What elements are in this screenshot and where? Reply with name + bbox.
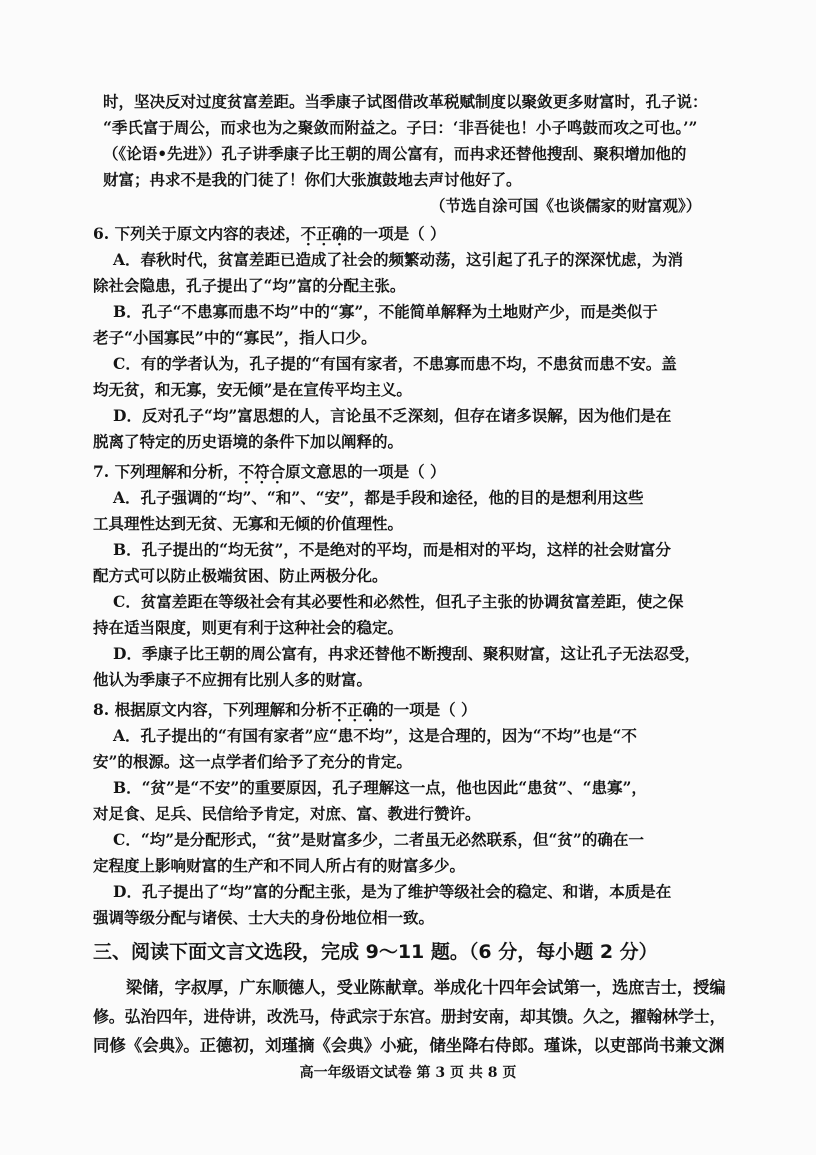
emphasis-char: 不	[238, 462, 255, 481]
question-7-option-c-line-1: C．贫富差距在等级社会有其必要性和必然性，但孔子主张的协调贫富差距，使之保	[113, 592, 684, 611]
question-7-stem-pre: 7. 下列理解和分析，	[93, 462, 239, 481]
question-8-option-a-line-1: A．孔子提出的“有国有家者”应“患不均”，这是合理的，因为“不均”也是“不	[113, 726, 637, 745]
question-7-option-b-line-2: 配方式可以防止极端贫困、防止两极分化。	[93, 566, 388, 585]
question-7-option-b-line-1: B．孔子提出的“均无贫”，不是绝对的平均，而是相对的平均，这样的社会财富分	[113, 540, 671, 559]
question-6-stem-pre: 6. 下列关于原文内容的表述，	[93, 224, 301, 243]
question-6-option-d-line-1: D．反对孔子“均”富思想的人，言论虽不乏深刻，但存在诸多误解，因为他们是在	[113, 406, 672, 425]
question-7-option-d-line-2: 他认为季康子不应拥有比别人多的财富。	[93, 670, 373, 689]
question-8-stem-emphasis	[332, 700, 379, 719]
question-6-option-a-line-1: A．春秋时代，贫富差距已造成了社会的频繁动荡，这引起了孔子的深深忧虑，为消	[113, 250, 684, 269]
classical-text-line-2: 修。弘治四年，进侍讲，改洗马，侍武宗于东宫。册封安南，却其馈。久之，擢翰林学士，	[93, 1007, 726, 1026]
question-7-stem	[93, 462, 446, 482]
passage-line-4: 财富；冉求不是我的门徒了！你们大张旗鼓地去声讨他好了。	[103, 170, 522, 189]
question-6-option-c-line-2: 均无贫，和无寡，安无倾”是在宣传平均主义。	[93, 380, 412, 399]
emphasis-char: 正	[347, 700, 363, 719]
question-6-stem-post: 的一项是（ ）	[347, 224, 446, 243]
classical-text-line-3: 同修《会典》。正德初，刘瑾摘《会典》小疵，储坐降右侍郎。瑾诛，以吏部尚书兼文渊	[93, 1036, 725, 1055]
emphasis-char: 不	[300, 224, 317, 243]
question-8-option-c-line-1: C．“均”是分配形式，“贫”是财富多少，二者虽无必然联系，但“贫”的确在一	[113, 830, 644, 849]
passage-line-1: 时，坚决反对过度贫富差距。当季康子试图借改革税赋制度以聚敛更多财富时，孔子说：	[103, 92, 708, 111]
question-6-stem	[93, 224, 446, 244]
section-3-heading: 三、阅读下面文言文选段，完成 9～11 题。（6 分，每小题 2 分）	[93, 941, 658, 963]
question-6-option-c-line-1: C．有的学者认为，孔子提的“有国有家者，不患寡而患不均，不患贫而患不安。盖	[113, 354, 677, 373]
question-7-stem-emphasis	[239, 462, 286, 481]
emphasis-char: 正	[316, 224, 332, 243]
question-7-option-a-line-2: 工具理性达到无贫、无寡和无倾的价值理性。	[93, 514, 404, 533]
classical-text-line-1: 梁储，字叔厚，广东顺德人，受业陈献章。举成化十四年会试第一，选庶吉士，授编	[126, 978, 726, 997]
question-6-option-d-line-2: 脱离了特定的历史语境的条件下加以阐释的。	[93, 432, 404, 451]
emphasis-char: 确	[331, 224, 348, 243]
question-8-option-c-line-2: 定程度上影响财富的生产和不同人所占有的财富多少。	[93, 856, 466, 875]
question-8-option-d-line-1: D．孔子提出了“均”富的分配主张，是为了维护等级社会的稳定、和谐，本质是在	[113, 882, 672, 901]
emphasis-char: 确	[362, 700, 379, 719]
passage-source: （节选自涂可国《也谈儒家的财富观》）	[430, 196, 702, 215]
page-footer: 高一年级语文试卷 第 3 页 共 8 页	[299, 1065, 517, 1081]
question-6-option-a-line-2: 除社会隐患，孔子提出了“均”富的分配主张。	[93, 276, 406, 295]
question-6-option-b-line-2: 老子“小国寡民”中的“寡民”，指人口少。	[93, 328, 377, 347]
question-8-stem-post: 的一项是（ ）	[378, 700, 477, 719]
emphasis-char: 合	[269, 462, 286, 481]
emphasis-char: 不	[331, 700, 348, 719]
question-8-option-b-line-1: B．“贫”是“不安”的重要原因，孔子理解这一点，他也因此“患贫”、“患寡”，	[113, 778, 647, 797]
question-8-option-b-line-2: 对足食、足兵、民信给予肯定，对庶、富、教进行赞许。	[93, 804, 481, 823]
question-7-option-a-line-1: A．孔子强调的“均”、“和”、“安”，都是手段和途径，他的目的是想利用这些	[113, 488, 644, 507]
passage-line-2: “季氏富于周公，而求也为之聚敛而附益之。子曰：‘非吾徒也！小子鸣鼓而攻之可也。’”	[103, 118, 698, 137]
question-6-option-b-line-1: B．孔子“不患寡而患不均”中的“寡”，不能简单解释为土地财产少，而是类似于	[113, 302, 658, 321]
question-8-stem-pre: 8. 根据原文内容，下列理解和分析	[93, 700, 332, 719]
question-7-stem-post: 原文意思的一项是（ ）	[285, 462, 446, 481]
question-7-option-c-line-2: 持在适当限度，则更有利于这种社会的稳定。	[93, 618, 404, 637]
question-8-option-d-line-2: 强调等级分配与诸侯、士大夫的身份地位相一致。	[93, 908, 435, 927]
passage-line-3: （《论语•先进》）孔子讲季康子比王朝的周公富有，而冉求还替他搜刮、聚积增加他的	[103, 144, 687, 163]
question-7-option-d-line-1: D．季康子比王朝的周公富有，冉求还替他不断搜刮、聚积财富，这让孔子无法忍受，	[113, 644, 700, 663]
question-6-stem-emphasis	[301, 224, 348, 243]
question-8-stem	[93, 700, 477, 720]
question-8-option-a-line-2: 安”的根源。这一点学者们给予了充分的肯定。	[93, 752, 412, 771]
emphasis-char: 符	[254, 462, 270, 481]
